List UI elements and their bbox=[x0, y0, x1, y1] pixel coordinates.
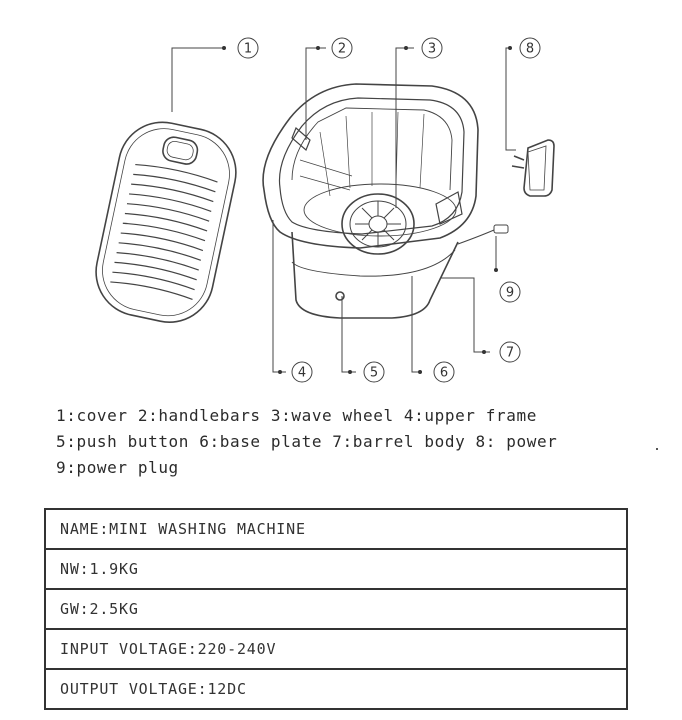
cover-rib bbox=[123, 220, 206, 240]
svg-text:7: 7 bbox=[505, 345, 515, 361]
spec-input-voltage: INPUT VOLTAGE:220-240V bbox=[60, 640, 277, 658]
callout-7 bbox=[500, 342, 520, 362]
cover-rib bbox=[115, 259, 198, 279]
svg-text:3: 3 bbox=[427, 41, 437, 57]
svg-text:6: 6 bbox=[439, 365, 449, 381]
legend-line-3: 9:power plug bbox=[56, 458, 179, 477]
cover-rib bbox=[125, 211, 208, 231]
legend-line-2: 5:push button 6:base plate 7:barrel body 8: power bbox=[56, 432, 558, 451]
svg-text:5: 5 bbox=[369, 365, 379, 381]
cover-rib bbox=[119, 240, 202, 260]
cover-rib bbox=[110, 279, 193, 299]
leader-lines bbox=[172, 48, 516, 372]
callout-5 bbox=[364, 362, 384, 382]
stray-dot bbox=[656, 448, 658, 450]
spec-row-gw bbox=[46, 590, 626, 630]
callout-4 bbox=[292, 362, 312, 382]
cover-rib bbox=[133, 171, 216, 191]
callout-6 bbox=[434, 362, 454, 382]
spec-row-nw bbox=[46, 550, 626, 590]
svg-text:1: 1 bbox=[243, 41, 253, 57]
svg-text:2: 2 bbox=[337, 41, 347, 57]
cover-illustration bbox=[88, 114, 244, 330]
spec-row-output bbox=[46, 670, 626, 708]
cover-rib bbox=[129, 191, 212, 211]
cover-rib bbox=[112, 269, 195, 289]
callout-3 bbox=[422, 38, 442, 58]
spec-gross-weight: GW:2.5KG bbox=[60, 600, 139, 618]
spec-row-input bbox=[46, 630, 626, 670]
callout-2 bbox=[332, 38, 352, 58]
spec-table bbox=[44, 508, 628, 710]
legend-line-1: 1:cover 2:handlebars 3:wave wheel 4:upper frame bbox=[56, 406, 537, 425]
leader-dots bbox=[222, 46, 515, 374]
svg-text:8: 8 bbox=[525, 41, 535, 57]
spec-name: NAME:MINI WASHING MACHINE bbox=[60, 520, 306, 538]
power-adapter-illustration bbox=[512, 140, 554, 196]
cover-rib bbox=[121, 230, 204, 250]
spec-output-voltage: OUTPUT VOLTAGE:12DC bbox=[60, 680, 247, 698]
spec-net-weight: NW:1.9KG bbox=[60, 560, 139, 578]
cover-rib bbox=[131, 181, 214, 201]
cover-rib bbox=[117, 250, 200, 270]
svg-text:9: 9 bbox=[505, 285, 515, 301]
svg-text:4: 4 bbox=[297, 365, 307, 381]
cover-rib bbox=[127, 201, 210, 221]
callout-1 bbox=[238, 38, 258, 58]
tub-illustration bbox=[263, 84, 508, 318]
cover-rib bbox=[135, 162, 218, 182]
callout-9 bbox=[500, 282, 520, 302]
spec-row-name bbox=[46, 510, 626, 550]
callout-8 bbox=[520, 38, 540, 58]
